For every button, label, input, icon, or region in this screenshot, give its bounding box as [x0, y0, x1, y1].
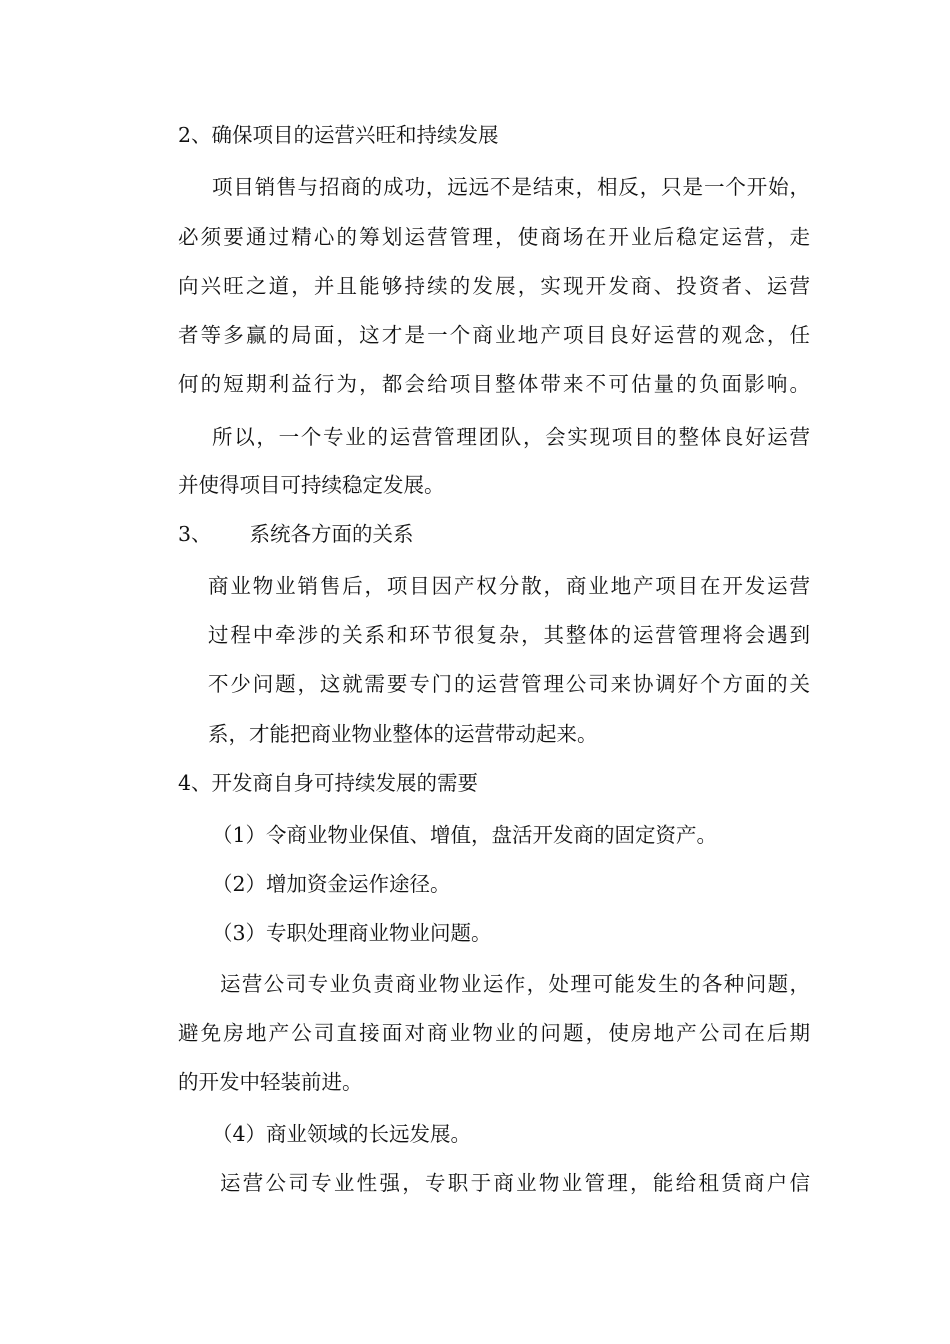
- paragraph-line: 系，才能把商业物业整体的运营带动起来。: [208, 722, 598, 746]
- paragraph-line: 必须要通过精心的筹划运营管理，使商场在开业后稳定运营，走: [178, 225, 810, 249]
- heading-section-3: [178, 520, 810, 548]
- heading-section-4: 4、开发商自身可持续发展的需要: [178, 771, 479, 795]
- heading-text: 系统各方面的关系: [249, 522, 414, 546]
- paragraph-line: 运营公司专业负责商业物业运作，处理可能发生的各种问题，: [220, 972, 810, 996]
- heading-section-2: 2、确保项目的运营兴旺和持续发展: [178, 123, 499, 147]
- paragraph-line: 运营公司专业性强，专职于商业物业管理，能给租赁商户信: [220, 1171, 810, 1195]
- paragraph-line: 向兴旺之道，并且能够持续的发展，实现开发商、投资者、运营: [178, 274, 810, 298]
- list-item: （1）令商业物业保值、增值，盘活开发商的固定资产。: [212, 823, 718, 847]
- paragraph-line: 并使得项目可持续稳定发展。: [178, 473, 445, 497]
- paragraph-line: 商业物业销售后，项目因产权分散，商业地产项目在开发运营: [208, 574, 810, 598]
- list-item: （2）增加资金运作途径。: [212, 872, 451, 896]
- paragraph-line: 所以，一个专业的运营管理团队，会实现项目的整体良好运营: [212, 425, 810, 449]
- list-item: （3）专职处理商业物业问题。: [212, 921, 492, 945]
- paragraph-line: 避免房地产公司直接面对商业物业的问题，使房地产公司在后期: [178, 1021, 810, 1045]
- heading-number: 3、: [178, 522, 212, 546]
- paragraph-line: 过程中牵涉的关系和环节很复杂，其整体的运营管理将会遇到: [208, 623, 810, 647]
- paragraph-line: 者等多赢的局面，这才是一个商业地产项目良好运营的观念，任: [178, 323, 810, 347]
- paragraph-line: 不少问题，这就需要专门的运营管理公司来协调好个方面的关: [208, 672, 810, 696]
- paragraph-line: 何的短期利益行为，都会给项目整体带来不可估量的负面影响。: [178, 372, 810, 396]
- paragraph-line: 的开发中轻装前进。: [178, 1070, 363, 1094]
- list-item: （4）商业领域的长远发展。: [212, 1122, 472, 1146]
- paragraph-line: 项目销售与招商的成功，远远不是结束，相反，只是一个开始，: [212, 175, 810, 199]
